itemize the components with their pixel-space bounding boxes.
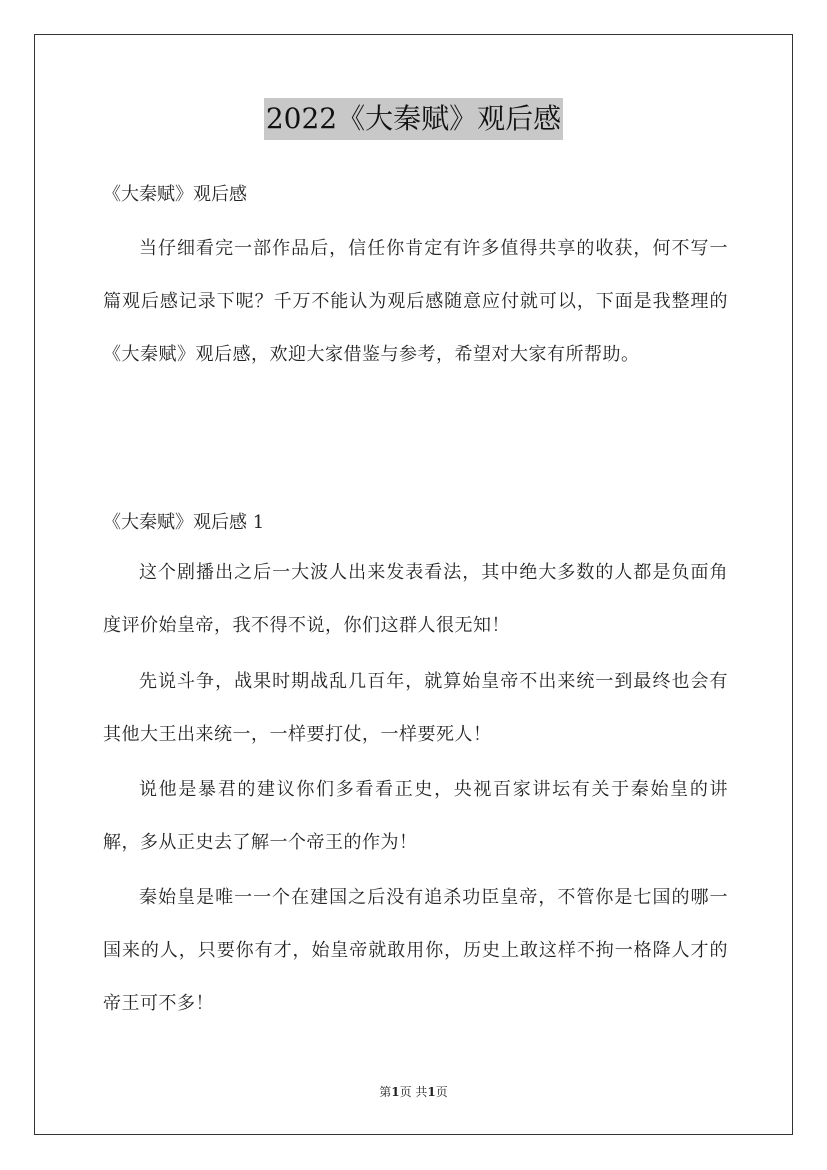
page-title: 2022《大秦赋》观后感 (264, 98, 563, 140)
section-heading: 《大秦赋》观后感 1 (103, 512, 265, 533)
footer-total-pages: 1 (427, 1085, 436, 1099)
body-paragraph-2: 先说斗争，战果时期战乱几百年，就算始皇帝不出来统一到最终也会有其他大王出来统一，一样要打仗，一样要死人！ (103, 671, 728, 745)
footer-suffix: 页 (435, 1085, 448, 1099)
intro-paragraph: 当仔细看完一部作品后，信任你肯定有许多值得共享的收获，何不写一篇观后感记录下呢？千万不能认为观后感随意应付就可以，下面是我整理的《大秦赋》观后感，欢迎大家借鉴与参考，希望对大家有所帮助。 (103, 238, 728, 365)
body-paragraph-1: 这个剧播出之后一大波人出来发表看法，其中绝大多数的人都是负面角度评价始皇帝，我不得不说，你们这群人很无知！ (103, 562, 728, 636)
footer-prefix: 第 (379, 1085, 392, 1099)
title-wrap (0, 98, 827, 140)
page-footer (0, 1083, 827, 1100)
footer-page-number: 1 (391, 1085, 400, 1099)
body-paragraph-4: 秦始皇是唯一一个在建国之后没有追杀功臣皇帝，不管你是七国的哪一国来的人，只要你有才，始皇帝就敢用你，历史上敢这样不拘一格降人才的帝王可不多！ (103, 887, 728, 1014)
intro-heading: 《大秦赋》观后感 (103, 184, 247, 205)
body-paragraph-3: 说他是暴君的建议你们多看看正史，央视百家讲坛有关于秦始皇的讲解，多从正史去了解一个帝王的作为！ (103, 779, 728, 853)
footer-mid: 页 共 (399, 1085, 428, 1099)
